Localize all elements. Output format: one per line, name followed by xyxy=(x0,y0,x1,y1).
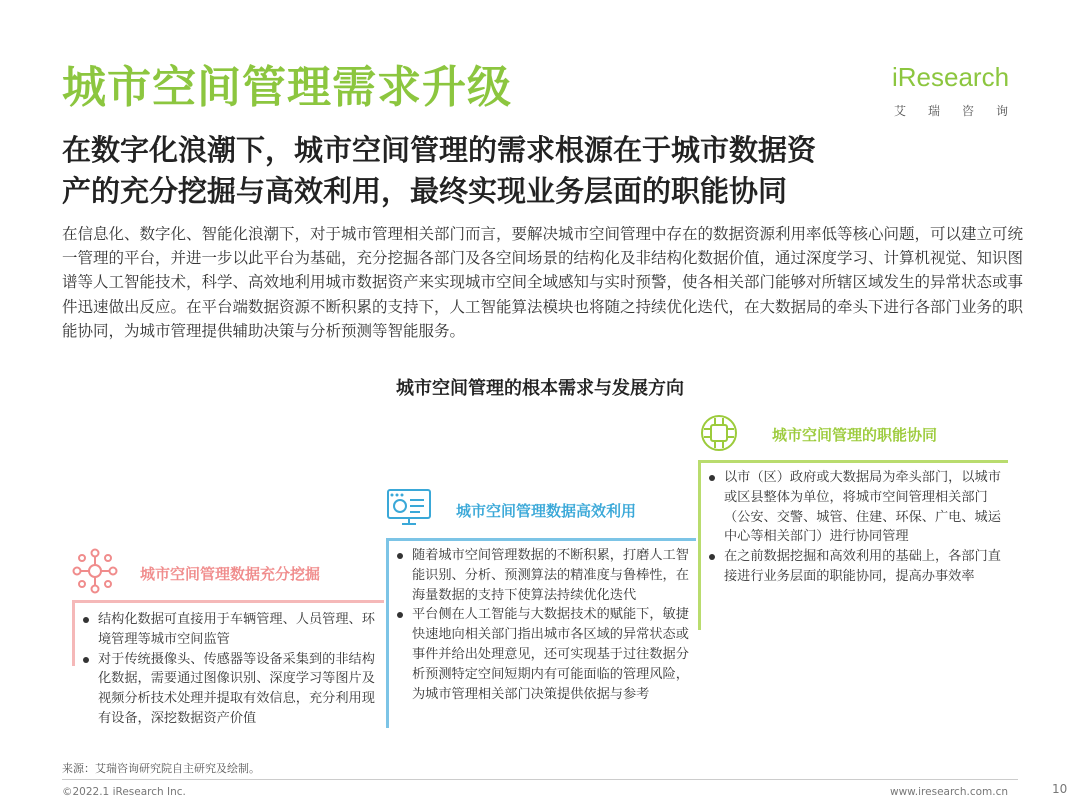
copyright: ©2022.1 iResearch Inc. xyxy=(62,786,186,798)
stage-2-label: 城市空间管理数据高效利用 xyxy=(456,502,637,520)
body-paragraph: 在信息化、数字化、智能化浪潮下，对于城市管理相关部门而言，要解决城市空间管理中存在的数据资源利用率低等核心问题，可以建立可统一管理的平台，并进一步以此平台为基础，充分挖掘各部门及各空间场景的结构化及非结构化数据价值，通过深度学习、计算机视觉、知识图谱等人工智能技术，科学、高效地利用城市数据资产来实现城市空间全域感知与实时预警，使各相关部门能够对所辖区域发生的异常状态或事件迅速做出反应。在平台端数据资源不断积累的支持下，人工智能算法模块也将随之持续优化迭代，在大数据局的牵头下进行各部门业务的职能协同，为城市管理提供辅助决策与分析预测等智能服务。 xyxy=(62,225,1024,340)
stage-3-bullet-2: 在之前数据挖掘和高效利用的基础上，各部门直接进行业务层面的职能协同，提高办事效率 xyxy=(706,547,1006,587)
headline-line-1: 在数字化浪潮下，城市空间管理的需求根源在于城市数据资 xyxy=(62,133,817,167)
headline xyxy=(62,130,1052,212)
headline-line-2: 产的充分挖掘与高效利用，最终实现业务层面的职能协同 xyxy=(62,174,788,208)
page-number: 10 xyxy=(1052,782,1068,796)
source-note: 来源：艾瑞咨询研究院自主研究及绘制。 xyxy=(62,762,260,775)
chip-icon xyxy=(698,412,740,454)
stage-1-bar xyxy=(72,600,384,603)
stage-2-bar xyxy=(386,538,696,541)
stage-3-bullet-1: 以市（区）政府或大数据局为牵头部门，以城市或区县整体为单位，将城市空间管理相关部门（公安、交警、城管、住建、环保、广电、城运中心等相关部门）进行协同管理 xyxy=(706,468,1006,547)
footer-divider xyxy=(62,779,1018,780)
monitor-chart-icon xyxy=(386,488,432,528)
stage-3-bar xyxy=(698,460,1008,463)
stage-3-side-line xyxy=(698,460,701,630)
diagram-title: 城市空间管理的根本需求与发展方向 xyxy=(396,378,684,399)
stage-2-side-line xyxy=(386,538,389,728)
network-nodes-icon xyxy=(72,548,118,594)
page-title: 城市空间管理需求升级 xyxy=(62,62,512,113)
brand-logo-text: iResearch xyxy=(892,62,1010,92)
brand-subtitle: 艾瑞咨询 xyxy=(894,104,1031,118)
stage-1-side-line xyxy=(72,600,75,666)
stage-2-bullet-2: 平台侧在人工智能与大数据技术的赋能下，敏捷快速地向相关部门指出城市各区域的异常状态或事件并给出处理意见，还可实现基于过往数据分析预测特定空间短期内有可能面临的管理风险，为城市管理相关部门决策提供依据与参考 xyxy=(394,605,694,704)
stage-3-list xyxy=(706,468,1006,587)
stage-3-label: 城市空间管理的职能协同 xyxy=(772,426,938,444)
stage-2-bullet-1: 随着城市空间管理数据的不断积累，打磨人工智能识别、分析、预测算法的精准度与鲁棒性，在海量数据的支持下使算法持续优化迭代 xyxy=(394,546,694,605)
stage-1-bullet-1: 结构化数据可直接用于车辆管理、人员管理、环境管理等城市空间监管 xyxy=(80,610,380,650)
website-url[interactable]: www.iresearch.com.cn xyxy=(890,786,1009,798)
stage-1-list xyxy=(80,610,380,729)
stage-1-label: 城市空间管理数据充分挖掘 xyxy=(140,565,321,583)
stage-2-list xyxy=(394,546,694,704)
stage-1-bullet-2: 对于传统摄像头、传感器等设备采集到的非结构化数据，需要通过图像识别、深度学习等图片及视频分析技术处理并提取有效信息，充分利用现有设备，深挖数据资产价值 xyxy=(80,650,380,729)
brand-logo xyxy=(892,62,1032,120)
